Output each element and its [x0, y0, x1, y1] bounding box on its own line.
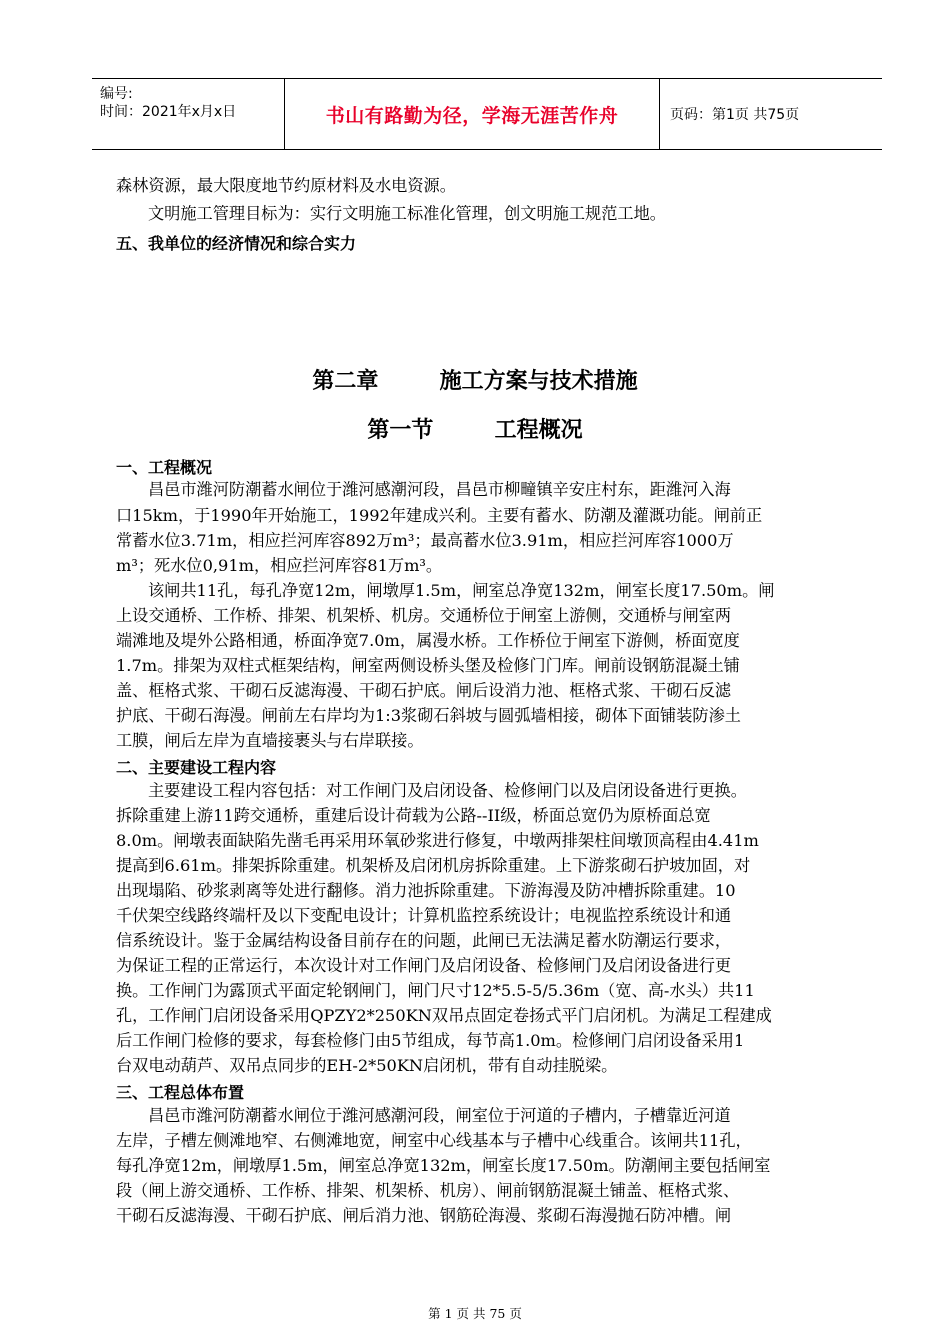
body-line: 干砌石反滤海漫、干砌石护底、闸后消力池、钢筋砼海漫、浆砌石海漫抛石防冲槽。闸	[116, 1206, 732, 1225]
header-motto: 书山有路勤为径，学海无涯苦作舟	[285, 79, 660, 149]
page-footer: 第 1 页 共 75 页	[428, 1306, 522, 1321]
chapter-title: 第二章 施工方案与技术措施	[312, 369, 638, 394]
body-line: 工膜，闸后左岸为直墙接裹头与右岸联接。	[116, 731, 424, 750]
section-heading: 一、工程概况	[116, 458, 213, 477]
body-line: 护底、干砌石海漫。闸前左右岸均为1:3浆砌石斜坡与圆弧墙相接，砌体下面铺装防渗土	[116, 706, 741, 725]
body-line: 常蓄水位3.71m，相应拦河库容892万m³；最高蓄水位3.91m，相应拦河库容1000万	[116, 531, 734, 550]
code-label: 编号:	[100, 86, 133, 102]
body-line: 换。工作闸门为露顶式平面定轮钢闸门，闸门尺寸12*5.5-5/5.36m（宽、高-水头）共11	[116, 981, 755, 1000]
body-line: 出现塌陷、砂浆剥离等处进行翻修。消力池拆除重建。下游海漫及防冲槽拆除重建。10	[116, 881, 736, 900]
body-line: 拆除重建上游11跨交通桥，重建后设计荷载为公路--II级，桥面总宽仍为原桥面总宽	[116, 806, 711, 825]
intro-line: 文明施工管理目标为：实行文明施工标准化管理，创文明施工规范工地。	[148, 204, 666, 223]
header-page-label: 页码：第1页 共75页	[670, 107, 800, 123]
body-line: 台双电动葫芦、双吊点同步的EH-2*50KN启闭机，带有自动挂脱梁。	[116, 1056, 618, 1075]
body-line: 盖、框格式浆、干砌石反滤海漫、干砌石护底。闸后设消力池、框格式浆、干砌石反滤	[116, 681, 732, 700]
page-header	[92, 78, 882, 150]
body-line: 左岸，子槽左侧滩地窄、右侧滩地宽，闸室中心线基本与子槽中心线重合。该闸共11孔，	[116, 1131, 752, 1150]
body-line: 1.7m。排架为双柱式框架结构，闸室两侧设桥头堡及检修门门库。闸前设钢筋混凝土铺	[116, 656, 740, 675]
section-five-heading: 五、我单位的经济情况和综合实力	[116, 234, 357, 253]
body-line: 段（闸上游交通桥、工作桥、排架、机架桥、机房）、闸前钢筋混凝土铺盖、框格式浆、	[116, 1181, 740, 1200]
section-title: 第一节 工程概况	[367, 418, 583, 443]
section-heading: 二、主要建设工程内容	[116, 758, 277, 777]
body-line: 8.0m。闸墩表面缺陷先凿毛再采用环氧砂浆进行修复，中墩两排架柱间墩顶高程由4.41m	[116, 831, 759, 850]
body-line: 后工作闸门检修的要求，每套检修门由5节组成，每节高1.0m。检修闸门启闭设备采用1	[116, 1031, 745, 1050]
section-heading: 三、工程总体布置	[116, 1083, 245, 1102]
body-line: 口15km，于1990年开始施工，1992年建成兴利。主要有蓄水、防潮及灌溉功能。闸前正	[116, 506, 763, 525]
header-meta-cell	[92, 79, 285, 149]
body-line: 孔，工作闸门启闭设备采用QPZY2*250KN双吊点固定卷扬式平门启闭机。为满足工程建成	[116, 1006, 772, 1025]
body-line: 每孔净宽12m，闸墩厚1.5m，闸室总净宽132m，闸室长度17.50m。防潮闸主要包括闸室	[116, 1156, 771, 1175]
time-label: 时间：2021年x月x日	[100, 104, 237, 120]
body-line: m³；死水位0,91m，相应拦河库容81万m³。	[116, 556, 443, 575]
body-line: 千伏架空线路终端杆及以下变配电设计；计算机监控系统设计；电视监控系统设计和通	[116, 906, 732, 925]
body-line: 昌邑市潍河防潮蓄水闸位于潍河感潮河段，昌邑市柳疃镇辛安庄村东，距潍河入海	[148, 480, 731, 499]
body-line: 信系统设计。鉴于金属结构设备目前存在的问题，此闸已无法满足蓄水防潮运行要求，	[116, 931, 732, 950]
body-line: 上设交通桥、工作桥、排架、机架桥、机房。交通桥位于闸室上游侧，交通桥与闸室两	[116, 606, 732, 625]
body-line: 为保证工程的正常运行，本次设计对工作闸门及启闭设备、检修闸门及启闭设备进行更	[116, 956, 732, 975]
intro-line: 森林资源，最大限度地节约原材料及水电资源。	[116, 176, 456, 195]
body-line: 该闸共11孔，每孔净宽12m，闸墩厚1.5m，闸室总净宽132m，闸室长度17.50m。闸	[148, 581, 775, 600]
body-line: 端滩地及堤外公路相通，桥面净宽7.0m，属漫水桥。工作桥位于闸室下游侧，桥面宽度	[116, 631, 740, 650]
body-line: 主要建设工程内容包括：对工作闸门及启闭设备、检修闸门以及启闭设备进行更换。	[148, 781, 747, 800]
body-line: 提高到6.61m。排架拆除重建。机架桥及启闭机房拆除重建。上下游浆砌石护坡加固，对	[116, 856, 751, 875]
body-line: 昌邑市潍河防潮蓄水闸位于潍河感潮河段，闸室位于河道的子槽内，子槽靠近河道	[148, 1106, 731, 1125]
